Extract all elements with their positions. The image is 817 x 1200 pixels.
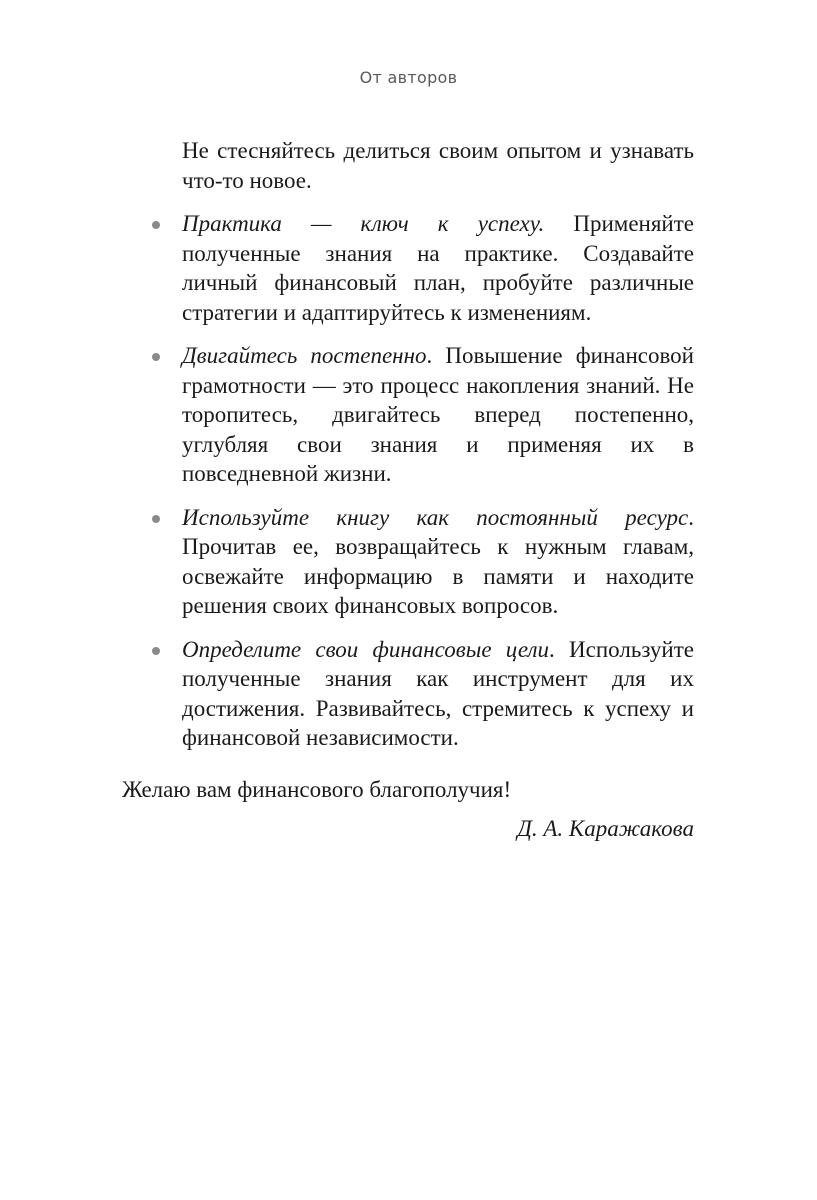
list-item-lead: Используйте книгу как постоянный ресурс bbox=[182, 504, 689, 530]
list-item-lead: Определите свои финансовые цели bbox=[182, 636, 550, 662]
bullet-dot-icon bbox=[152, 647, 160, 655]
advice-list bbox=[122, 209, 694, 753]
list-item bbox=[182, 503, 694, 621]
page-body bbox=[122, 136, 694, 844]
list-item bbox=[182, 341, 694, 489]
list-item-text: . Используйте полученные знания как инструмент для их достижения. Развивайтесь, стремитесь к успеху и финансовой независимости. bbox=[182, 636, 694, 750]
bullet-dot-icon bbox=[152, 221, 160, 229]
running-header: От авторов bbox=[359, 68, 458, 87]
intro-continuation: Не стесняйтесь делиться своим опытом и узнавать что-то новое. bbox=[182, 138, 694, 193]
list-item-text: Применяйте полученные знания на практике. Создавайте личный финансовый план, пробуйте различные стратегии и адаптируйтесь к изменениям. bbox=[182, 211, 694, 325]
list-item-text: . Прочитав ее, возвращайтесь к нужным главам, освежайте информацию в памяти и находите решения своих финансовых вопросов. bbox=[182, 504, 694, 618]
bullet-dot-icon bbox=[152, 515, 160, 523]
list-item-text: . Повышение финансовой грамотности — это процесс накопления знаний. Не торопитесь, двигайтесь вперед постепенно, углубляя свои знания и применяя их в повседневной жизни. bbox=[182, 343, 694, 486]
list-item bbox=[182, 209, 694, 327]
list-item-lead: Двигайтесь постепенно bbox=[182, 343, 427, 368]
list-item-lead: Практика — ключ к успеху. bbox=[182, 211, 545, 236]
closing-line: Желаю вам финансового благополучия! bbox=[122, 776, 512, 802]
list-item bbox=[182, 635, 694, 753]
bullet-dot-icon bbox=[152, 353, 160, 361]
author-signature: Д. А. Каражакова bbox=[517, 816, 694, 841]
